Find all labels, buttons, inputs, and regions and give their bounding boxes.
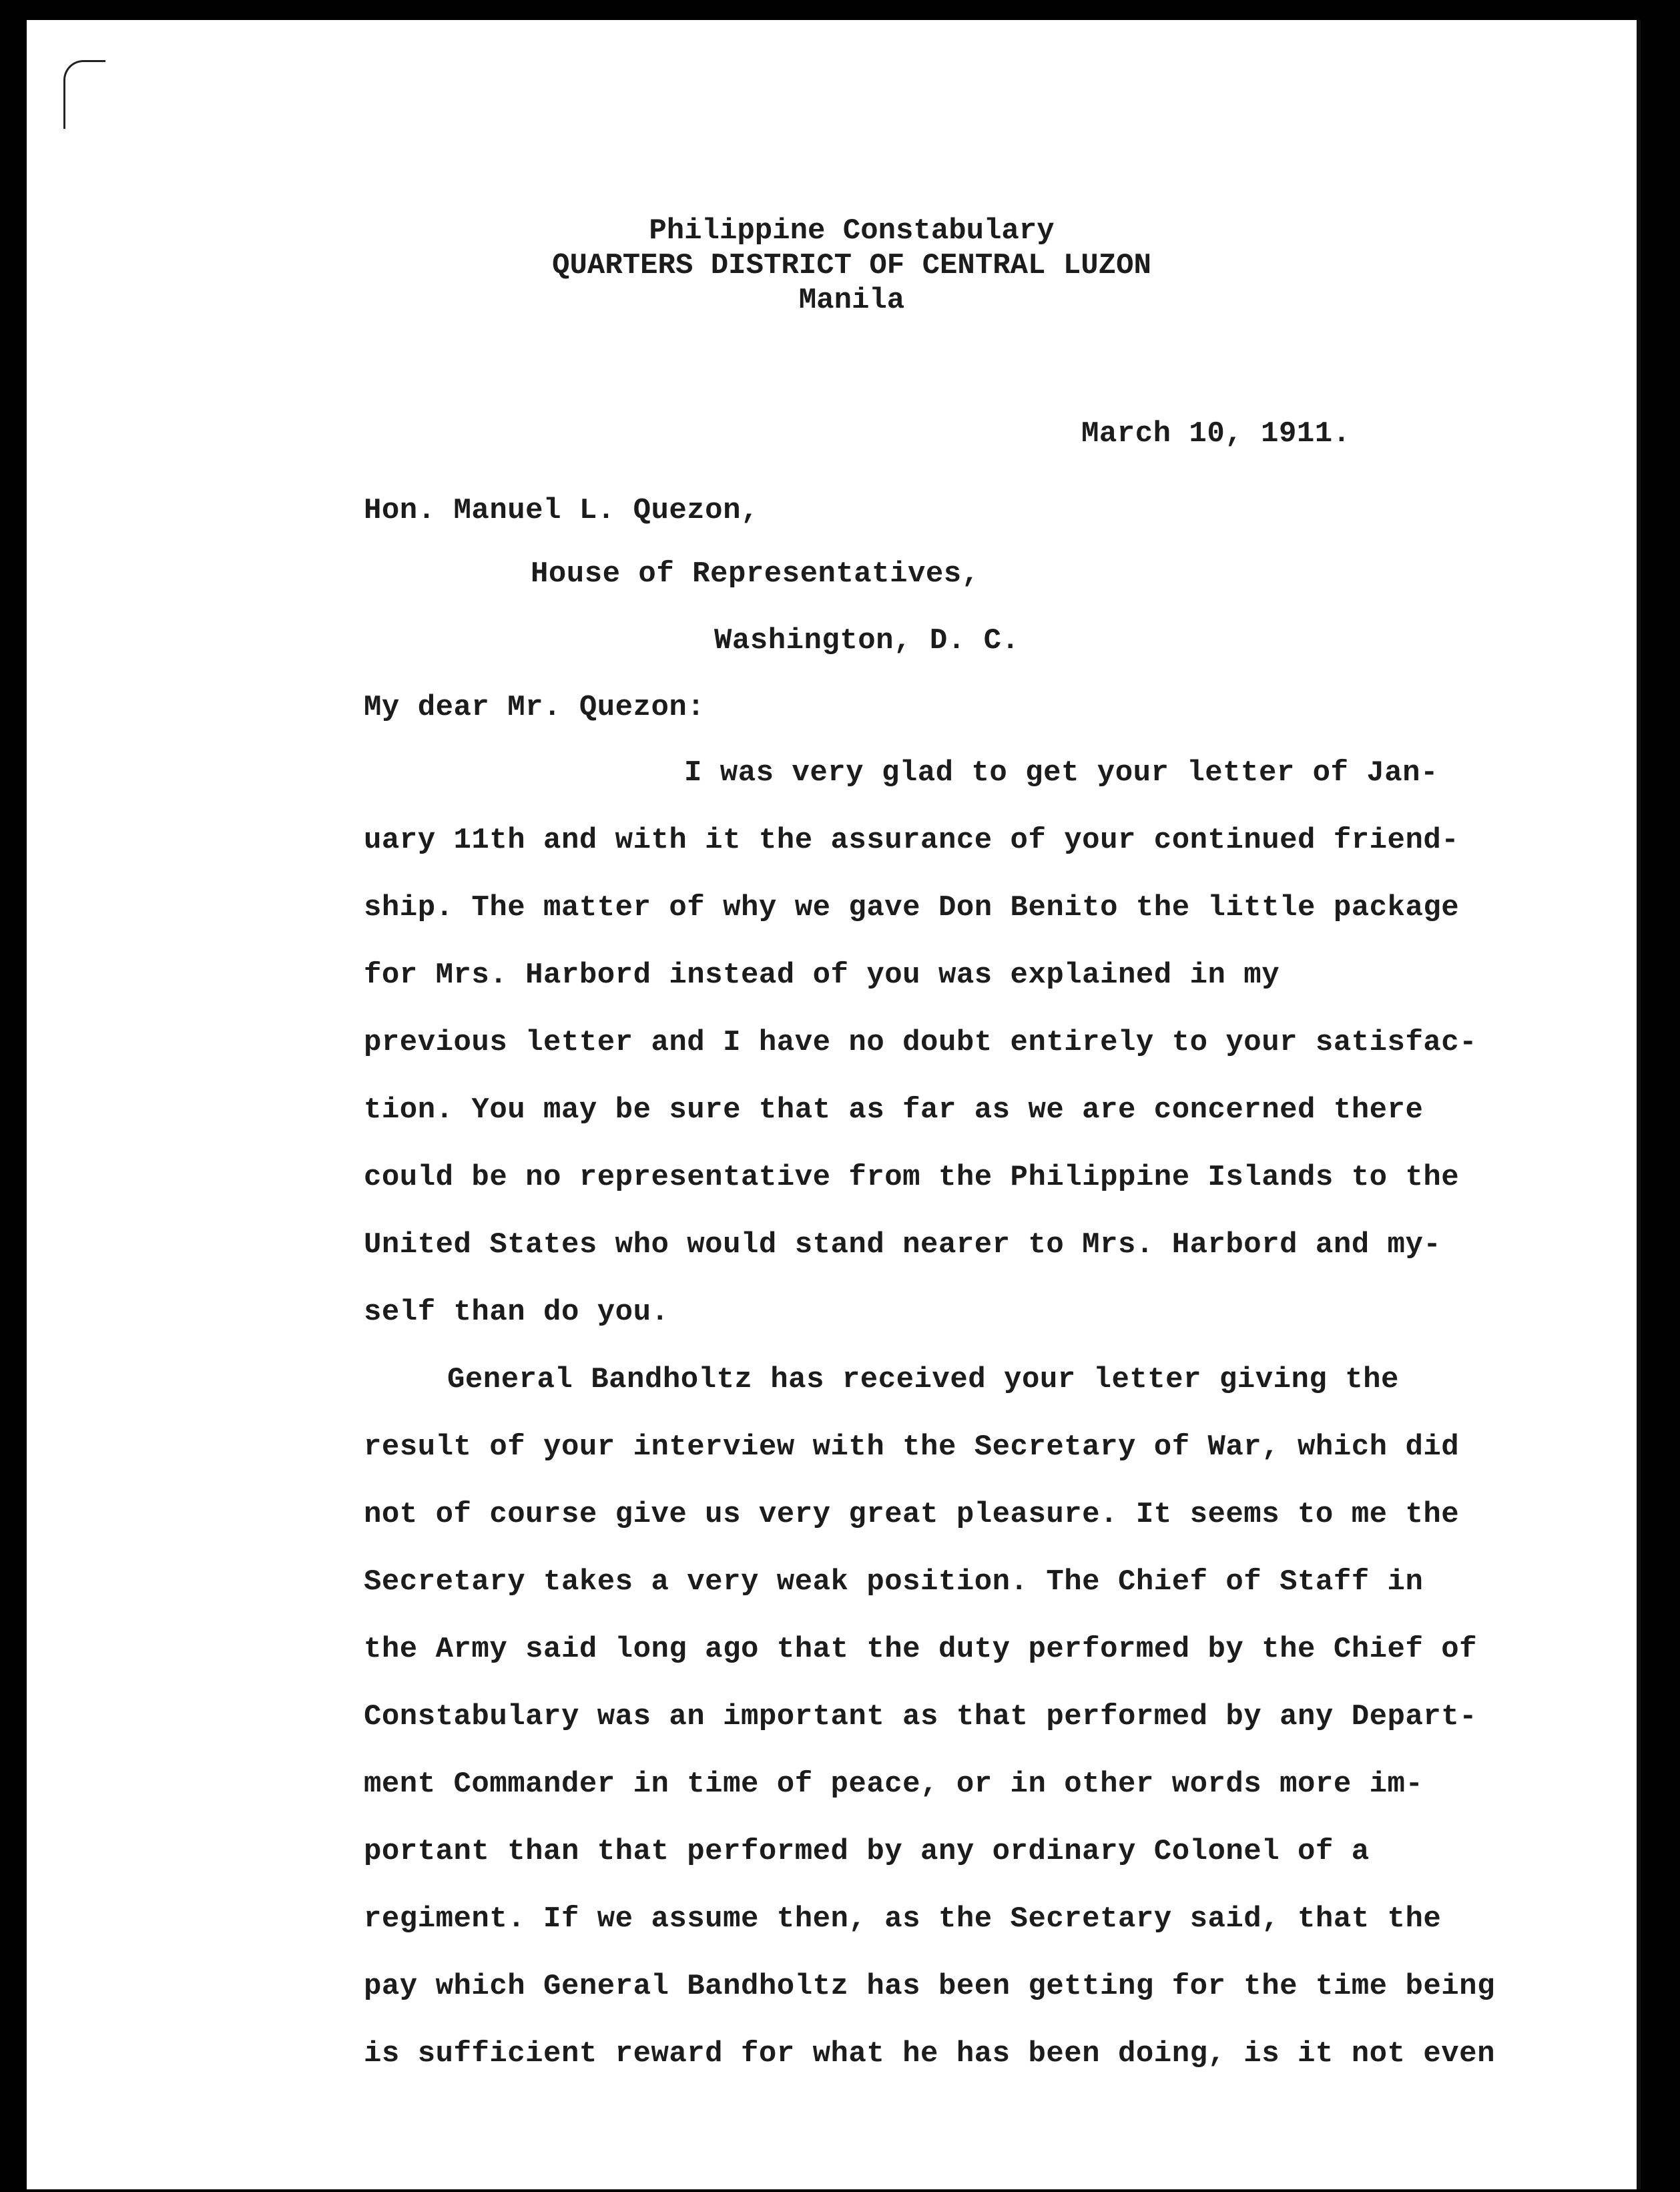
- body-line: uary 11th and with it the assurance of your continued friend-: [364, 824, 1460, 857]
- recipient-office: House of Representatives,: [531, 557, 980, 591]
- body-line: tion. You may be sure that as far as we are concerned there: [364, 1093, 1424, 1127]
- body-line: ship. The matter of why we gave Don Benito the little package: [364, 891, 1460, 924]
- body-line: result of your interview with the Secretary of War, which did: [364, 1430, 1460, 1464]
- body-line: pay which General Bandholtz has been getting for the time being: [364, 1970, 1495, 2003]
- body-line: Constabulary was an important as that performed by any Depart-: [364, 1700, 1478, 1733]
- body-line: General Bandholtz has received your letter giving the: [447, 1363, 1399, 1396]
- body-line: portant than that performed by any ordinary Colonel of a: [364, 1835, 1370, 1868]
- recipient-name: Hon. Manuel L. Quezon,: [364, 494, 759, 527]
- letterhead-district: QUARTERS DISTRICT OF CENTRAL LUZON: [552, 249, 1151, 282]
- recipient-city: Washington, D. C.: [714, 624, 1020, 657]
- body-line: could be no representative from the Philippine Islands to the: [364, 1161, 1460, 1194]
- body-line: regiment. If we assume then, as the Secretary said, that the: [364, 1902, 1442, 1936]
- letterhead-city: Manila: [798, 284, 905, 317]
- body-line: I was very glad to get your letter of Jan-: [684, 756, 1438, 790]
- body-line: self than do you.: [364, 1296, 669, 1329]
- body-line: the Army said long ago that the duty performed by the Chief of: [364, 1633, 1478, 1666]
- body-line: is sufficient reward for what he has been doing, is it not even: [364, 2037, 1495, 2071]
- body-line: for Mrs. Harbord instead of you was explained in my: [364, 958, 1280, 992]
- letter-content: [27, 20, 1637, 2189]
- body-line: Secretary takes a very weak position. The Chief of Staff in: [364, 1565, 1424, 1599]
- salutation: My dear Mr. Quezon:: [364, 691, 706, 724]
- body-line: United States who would stand nearer to Mrs. Harbord and my-: [364, 1228, 1442, 1262]
- letter-page: [27, 20, 1641, 2189]
- body-line: previous letter and I have no doubt entirely to your satisfac-: [364, 1026, 1478, 1059]
- body-line: not of course give us very great pleasure. It seems to me the: [364, 1498, 1460, 1531]
- body-line: ment Commander in time of peace, or in other words more im-: [364, 1767, 1424, 1801]
- letterhead-organization: Philippine Constabulary: [649, 214, 1055, 248]
- letter-date: March 10, 1911.: [1081, 417, 1351, 451]
